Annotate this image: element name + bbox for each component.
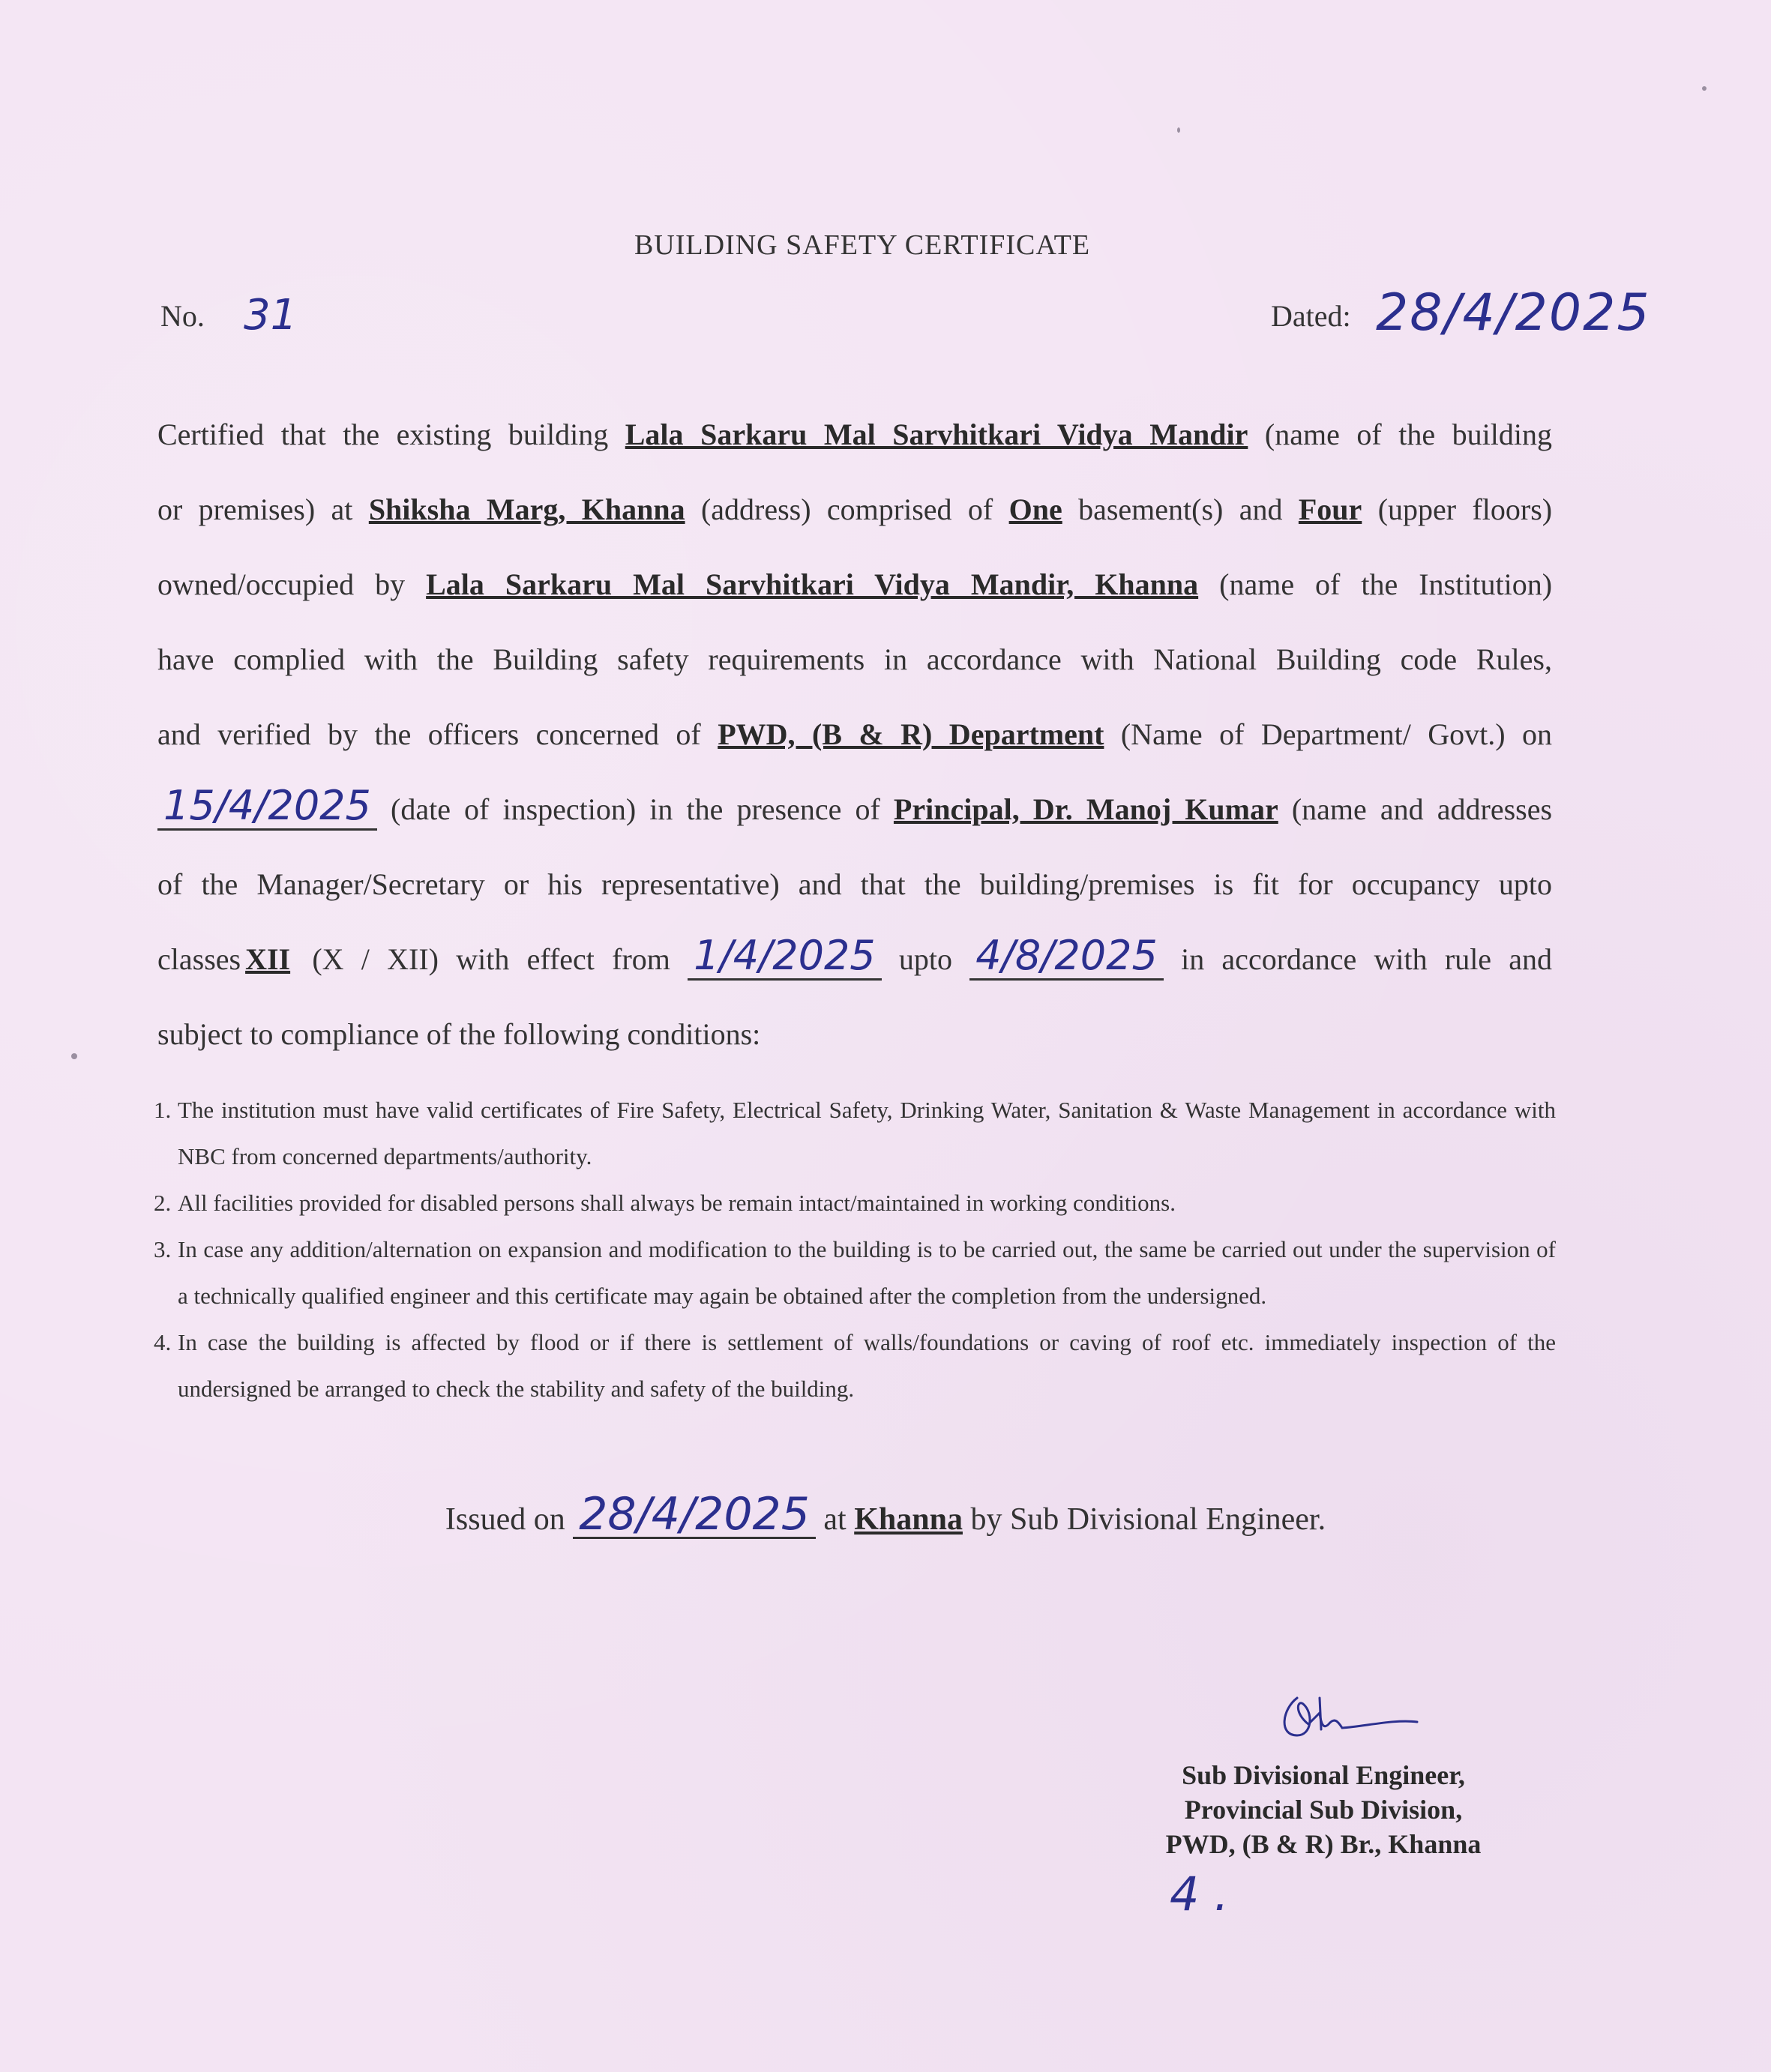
upper-floor-count: Four	[1298, 493, 1362, 526]
body-line-9	[157, 997, 1552, 1072]
effect-from-date: 1/4/2025	[688, 933, 882, 981]
body-text: upto	[898, 942, 953, 976]
body-text: basement(s) and	[1078, 493, 1283, 526]
body-line-8	[157, 922, 1552, 997]
body-text: have complied with the Building safety requirements in accordance with National Building code Rules,	[157, 642, 1552, 676]
building-address: Shiksha Marg, Khanna	[368, 493, 685, 526]
body-text: (X / XII) with effect from	[312, 942, 670, 976]
body-line-7	[157, 847, 1552, 922]
body-text: Certified that the existing building	[157, 418, 609, 451]
basement-count: One	[1008, 493, 1062, 526]
conditions-list	[154, 1087, 1556, 1412]
body-text: in accordance with rule and	[1181, 942, 1553, 976]
condition-text: The institution must have valid certificates of Fire Safety, Electrical Safety, Drinking Water, Sanitation & Waste Management in accordance with NBC from concerned departments/authority.	[178, 1097, 1556, 1169]
paper-speck	[1702, 86, 1707, 91]
institution-name: Lala Sarkaru Mal Sarvhitkari Vidya Mandir, Khanna	[426, 567, 1199, 601]
signatory-block	[1155, 1758, 1492, 1861]
issued-at: at	[823, 1502, 847, 1537]
body-text: (address) comprised of	[700, 493, 993, 526]
body-text: (name of the building	[1264, 418, 1552, 451]
signatory-division: Provincial Sub Division,	[1184, 1795, 1463, 1825]
body-text: of the Manager/Secretary or his representative) and that the building/premises is fit for occupancy upto	[157, 867, 1552, 901]
condition-number: 3.	[154, 1236, 172, 1262]
condition-item	[154, 1180, 1556, 1226]
body-text: (date of inspection) in the presence of	[391, 792, 880, 826]
dated-value: 28/4/2025	[1376, 283, 1651, 343]
department-name: PWD, (B & R) Department	[718, 717, 1104, 751]
representative-name: Principal, Dr. Manoj Kumar	[893, 792, 1278, 826]
body-line-2	[157, 472, 1552, 547]
building-name: Lala Sarkaru Mal Sarvhitkari Vidya Mandir	[625, 418, 1248, 451]
body-line-6	[157, 772, 1552, 847]
issued-prefix: Issued on	[445, 1502, 565, 1537]
body-text: (name and addresses	[1291, 792, 1553, 826]
body-text: subject to compliance of the following conditions:	[157, 1017, 761, 1051]
paper-speck	[1177, 127, 1180, 133]
signature-icon	[1267, 1683, 1432, 1750]
body-text: (Name of Department/ Govt.) on	[1120, 717, 1553, 751]
body-text: (upper floors)	[1377, 493, 1553, 526]
signatory-office: PWD, (B & R) Br., Khanna	[1165, 1829, 1482, 1859]
dated-label: Dated:	[1271, 299, 1351, 333]
certificate-number-label: No.	[160, 299, 205, 333]
body-text: or premises) at	[157, 493, 353, 526]
paper-speck	[71, 1053, 77, 1059]
body-text: classes	[157, 942, 241, 976]
condition-number: 4.	[154, 1329, 172, 1355]
body-text: and verified by the officers concerned of	[157, 717, 701, 751]
body-text: owned/occupied by	[157, 567, 406, 601]
certificate-number-value: 31	[244, 291, 298, 340]
condition-text: In case the building is affected by flood or if there is settlement of walls/foundations or caving of roof etc. immediately inspection of the undersigned be arranged to check the stability and safety of the building.	[178, 1329, 1556, 1402]
condition-text: All facilities provided for disabled persons shall always be remain intact/maintained in working conditions.	[178, 1190, 1176, 1216]
certificate-title: BUILDING SAFETY CERTIFICATE	[634, 229, 1091, 261]
classes-value: XII	[245, 942, 291, 976]
condition-text: In case any addition/alternation on expansion and modification to the building is to be carried out, the same be carried out under the supervision of a technically qualified engineer and this certificate may again be obtained after the completion from the undersigned.	[178, 1236, 1556, 1309]
condition-item	[154, 1319, 1556, 1412]
body-line-4	[157, 622, 1552, 697]
condition-item	[154, 1226, 1556, 1319]
issued-place: Khanna	[854, 1502, 963, 1537]
effect-upto-date: 4/8/2025	[969, 933, 1164, 981]
issued-date: 28/4/2025	[573, 1492, 816, 1539]
handwritten-mark: 4 .	[1170, 1867, 1229, 1921]
condition-number: 2.	[154, 1190, 172, 1216]
body-line-3	[157, 547, 1552, 622]
signatory-designation: Sub Divisional Engineer,	[1182, 1760, 1465, 1790]
issued-suffix: by Sub Divisional Engineer.	[970, 1502, 1326, 1537]
certificate-body	[157, 397, 1552, 1072]
issued-line	[0, 1488, 1771, 1541]
body-text: (name of the Institution)	[1219, 567, 1553, 601]
body-line-5	[157, 697, 1552, 772]
body-line-1	[157, 397, 1552, 472]
condition-number: 1.	[154, 1097, 172, 1123]
condition-item	[154, 1087, 1556, 1180]
inspection-date: 15/4/2025	[157, 783, 377, 831]
